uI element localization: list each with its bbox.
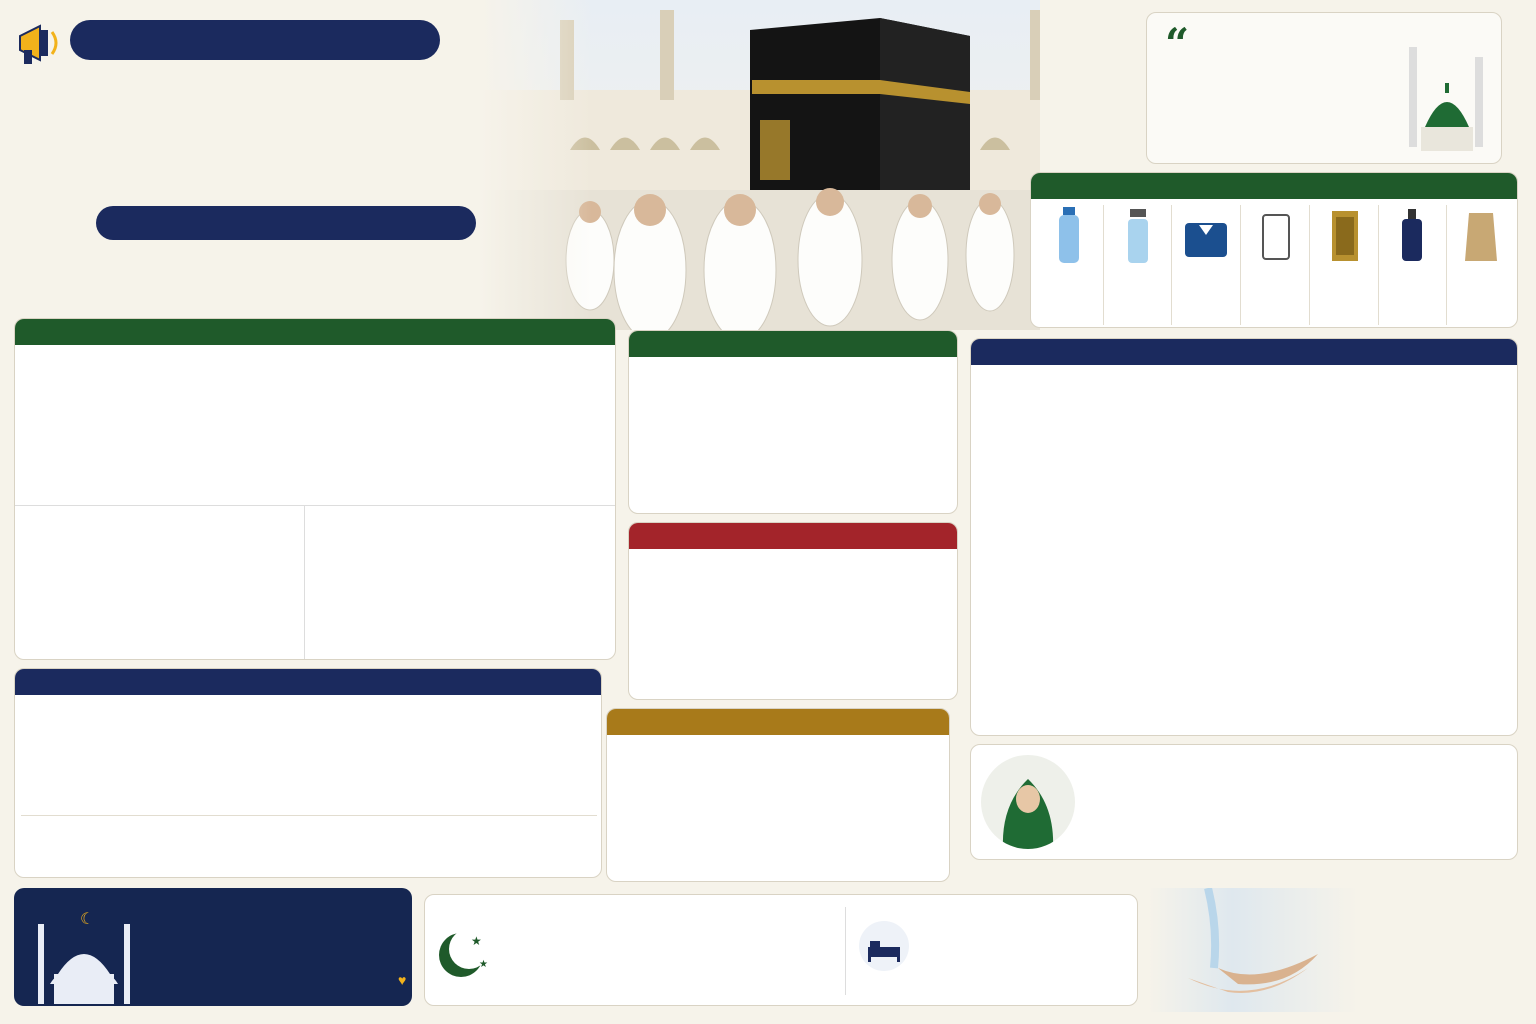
heart-icon: ♥ <box>398 972 407 988</box>
svg-text:★: ★ <box>479 959 488 970</box>
equipment-item <box>1241 205 1310 325</box>
water-hands-image <box>1148 888 1358 1012</box>
rukun-title <box>15 319 615 345</box>
doa-setelah-box <box>305 505 616 660</box>
equipment-item <box>1310 205 1379 325</box>
woman-hijab-icon <box>981 755 1075 849</box>
equipment-item <box>1447 205 1515 325</box>
subtitle-pill <box>96 206 476 240</box>
rukun-card <box>14 318 616 660</box>
membatalkan-title <box>629 523 957 549</box>
bed-icon <box>859 921 909 971</box>
loose-clothing-icon <box>1461 205 1501 265</box>
equipment-title <box>1031 173 1517 199</box>
membatalkan-card <box>628 522 958 700</box>
svg-text:☾: ☾ <box>80 909 95 928</box>
persiapan-title <box>15 669 601 695</box>
equipment-item <box>1035 205 1104 325</box>
persiapan-card <box>14 668 602 878</box>
equipment-item <box>1379 205 1448 325</box>
keramaian-card <box>606 708 950 882</box>
crescent-stars-icon <box>435 917 495 987</box>
mosque-dome-icon <box>1399 37 1495 157</box>
mosque-silhouette-icon <box>24 904 144 1004</box>
ritual-card <box>970 338 1518 736</box>
header-badge <box>70 20 440 60</box>
ritual-title <box>971 339 1517 365</box>
equipment-item <box>1104 205 1173 325</box>
ingat-banner <box>14 888 412 1006</box>
towel-icon <box>1255 205 1295 265</box>
mengapa-card <box>628 330 958 514</box>
megaphone-icon <box>14 18 64 68</box>
water-bottle-icon <box>1049 205 1089 265</box>
quote-mark-icon: “ <box>1165 19 1190 68</box>
mengapa-title <box>629 331 957 357</box>
equipment-item <box>1172 205 1241 325</box>
hand-sanitizer-icon <box>1392 205 1432 265</box>
keramaian-title <box>607 709 949 735</box>
wet-tissue-icon <box>1181 205 1231 265</box>
kaaba-hero-image <box>480 0 1040 330</box>
wanita-card <box>970 744 1518 860</box>
doa-niat-box <box>15 505 305 660</box>
svg-text:★: ★ <box>471 934 482 948</box>
quote-card <box>1146 12 1502 164</box>
equipment-card <box>1030 172 1518 328</box>
spray-bottle-icon <box>1118 205 1158 265</box>
prayer-mat-icon <box>1324 205 1364 265</box>
sunnah-card <box>424 894 1138 1006</box>
